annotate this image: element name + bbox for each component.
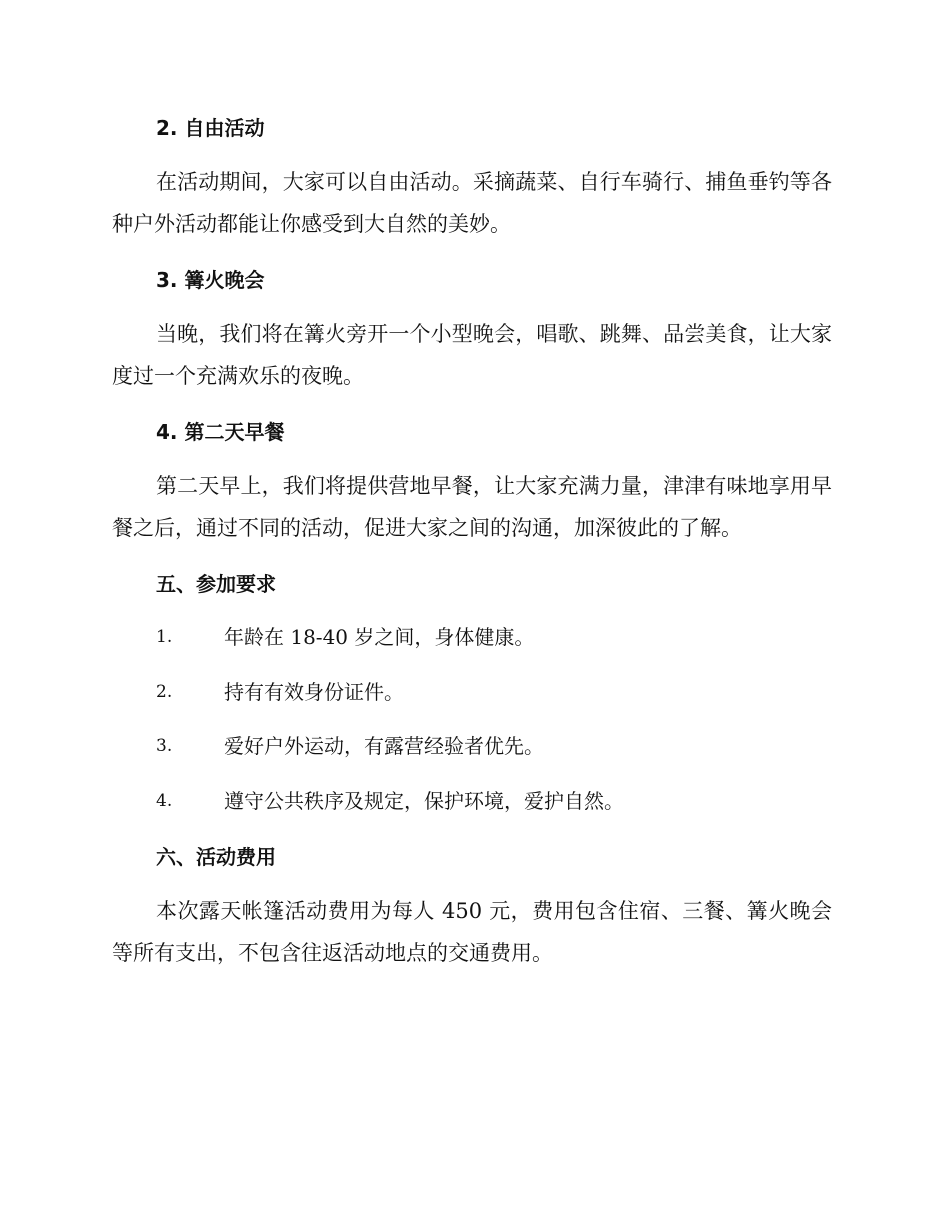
requirement-text: 爱好户外运动，有露营经验者优先。: [224, 734, 544, 758]
section-heading-breakfast: 4. 第二天早餐: [156, 420, 285, 444]
requirement-number: 2.: [156, 682, 173, 702]
requirement-text: 年龄在 18-40 岁之间，身体健康。: [224, 625, 535, 649]
section-heading-free-activity: 2. 自由活动: [156, 116, 265, 140]
section-body-breakfast: 第二天早上，我们将提供营地早餐，让大家充满力量，津津有味地享用早餐之后，通过不同的活动，促进大家之间的沟通，加深彼此的了解。: [112, 474, 832, 540]
section-body-fees: 本次露天帐篷活动费用为每人 450 元，费用包含住宿、三餐、篝火晚会等所有支出，不包含往返活动地点的交通费用。: [112, 899, 832, 965]
requirement-item: [0, 677, 950, 707]
section-body-bonfire-party: 当晚，我们将在篝火旁开一个小型晚会，唱歌、跳舞、品尝美食，让大家度过一个充满欢乐的夜晚。: [112, 322, 832, 388]
section-heading-requirements: 五、参加要求: [156, 572, 276, 596]
requirement-item: [0, 786, 950, 816]
section-heading-bonfire-party: 3. 篝火晚会: [156, 268, 265, 292]
requirement-text: 遵守公共秩序及规定，保护环境，爱护自然。: [224, 789, 624, 813]
requirement-item: [0, 731, 950, 761]
section-body-free-activity: 在活动期间，大家可以自由活动。采摘蔬菜、自行车骑行、捕鱼垂钓等各种户外活动都能让你感受到大自然的美妙。: [112, 170, 832, 236]
requirement-text: 持有有效身份证件。: [224, 680, 404, 704]
requirement-number: 3.: [156, 736, 173, 756]
requirement-number: 1.: [156, 627, 173, 647]
requirement-item: [0, 622, 950, 652]
section-heading-fees: 六、活动费用: [156, 845, 276, 869]
requirement-number: 4.: [156, 791, 173, 811]
